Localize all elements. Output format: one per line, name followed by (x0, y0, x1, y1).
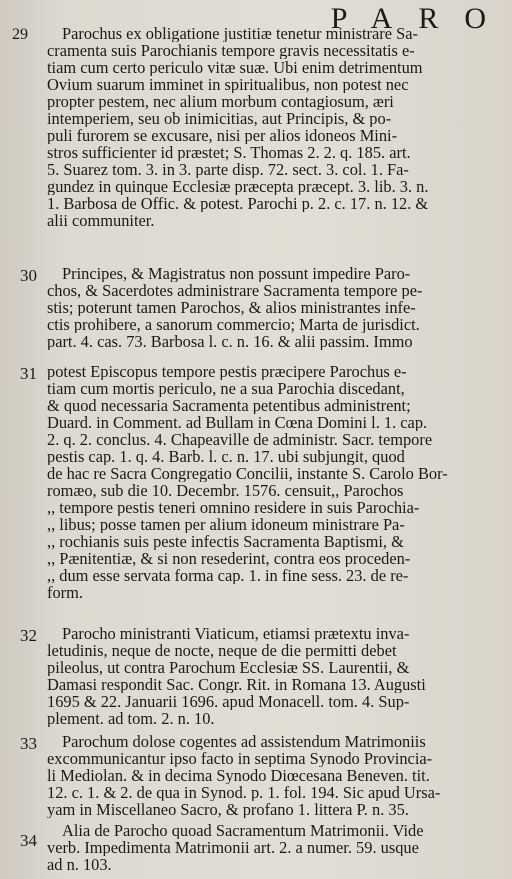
paragraph-number: 34 (20, 831, 37, 850)
text-line: de hac re Sacra Congregatio Concilii, instante S. Carolo Bor- (47, 466, 448, 482)
text-line: & quod necessaria Sacramenta petentibus administrent; (47, 398, 411, 414)
text-line: ,, dum esse servata forma cap. 1. in fine sess. 23. de re- (47, 568, 409, 584)
text-line: Damasi respondit Sac. Congr. Rit. in Romana 13. Augusti (47, 677, 426, 693)
text-line: cramenta suis Parochianis tempore gravis necessitatis e- (47, 43, 415, 59)
text-line: tiam cum certo periculo vitæ suæ. Ubi enim detrimentum (47, 60, 423, 76)
text-line: Parocho ministranti Viaticum, etiamsi prætextu inva- (62, 626, 410, 642)
text-line: Alia de Parocho quoad Sacramentum Matrimonii. Vide (62, 823, 424, 839)
text-line: plement. ad tom. 2. n. 10. (47, 711, 215, 727)
paragraph-number: 31 (20, 364, 37, 383)
text-line: alii communiter. (47, 213, 155, 229)
text-line: letudinis, neque de nocte, neque de die permitti debet (47, 643, 397, 659)
text-line: pileolus, ut contra Parochum Ecclesiæ SS. Laurentii, & (47, 660, 410, 676)
text-line: part. 4. cas. 73. Barbosa l. c. n. 16. & alii passim. Immo (47, 334, 413, 350)
text-line: 1. Barbosa de Offic. & potest. Parochi p. 2. c. 17. n. 12. & (47, 196, 429, 212)
text-line: ,, tempore pestis teneri omnino residere in suis Parochia- (47, 500, 420, 516)
text-line: ,, libus; posse tamen per alium idoneum ministrare Pa- (47, 517, 405, 533)
text-line: 2. q. 2. conclus. 4. Chapeaville de administr. Sacr. tempore (47, 432, 433, 448)
page-number: 29 (12, 26, 28, 43)
text-line: stis; poterunt tamen Parochos, & alios ministrantes infe- (47, 300, 416, 316)
text-line: yam in Miscellaneo Sacro, & profano 1. littera P. n. 35. (47, 802, 409, 818)
text-line: ,, Pænitentiæ, & si non resederint, contra eos proceden- (47, 551, 411, 567)
text-line: ctis prohibere, a sanorum commercio; Marta de jurisdict. (47, 317, 420, 333)
paragraph-number: 33 (20, 734, 37, 753)
paragraph-number: 32 (20, 626, 37, 645)
text-line: Parochum dolose cogentes ad assistendum Matrimoniis (62, 734, 426, 750)
text-line: excommunicantur ipso facto in septima Synodo Provincia- (47, 751, 433, 767)
text-line: 5. Suarez tom. 3. in 3. parte disp. 72. sect. 3. col. 1. Fa- (47, 162, 409, 178)
text-line: propter pestem, nec alium morbum contagiosum, æri (47, 94, 394, 110)
text-line: tiam cum mortis periculo, ne a sua Parochia discedant, (47, 381, 405, 397)
paragraph-number: 30 (20, 266, 37, 285)
text-line: verb. Impedimenta Matrimonii art. 2. a numer. 59. usque (47, 840, 419, 856)
text-line: Parochus ex obligatione justitiæ tenetur ministrare Sa- (62, 26, 418, 42)
text-line: 1695 & 22. Januarii 1696. apud Monacell. tom. 4. Sup- (47, 694, 410, 710)
text-line: Principes, & Magistratus non possunt impedire Paro- (62, 266, 411, 282)
text-line: form. (47, 585, 83, 601)
text-line: potest Episcopus tempore pestis præcipere Parochus e- (47, 364, 407, 380)
text-line: ,, rochianis suis peste infectis Sacramenta Baptismi, & (47, 534, 404, 550)
text-line: li Mediolan. & in decima Synodo Diœcesana Beneven. tit. (47, 768, 430, 784)
text-line: romæo, sub die 10. Decembr. 1576. censuit,, Parochos (47, 483, 404, 499)
text-line: pestis cap. 1. q. 4. Barb. l. c. n. 17. ubi subjungit, quod (47, 449, 405, 465)
text-line: 12. c. 1. & 2. de qua in Synod. p. 1. fol. 194. Sic apud Ursa- (47, 785, 441, 801)
text-line: Ovium suarum imminet in spiritualibus, non potest nec (47, 77, 409, 93)
running-head: PARO (330, 2, 512, 35)
text-line: intemperiem, seu ob inimicitias, aut Principis, & po- (47, 111, 392, 127)
text-line: ad n. 103. (47, 857, 112, 873)
text-line: puli furorem se excusare, nisi per alios idoneos Mini- (47, 128, 398, 144)
text-line: Duard. in Comment. ad Bullam in Cœna Domini l. 1. cap. (47, 415, 428, 431)
text-line: chos, & Sacerdotes administrare Sacramenta tempore pe- (47, 283, 423, 299)
text-line: stros sufficienter id præstet; S. Thomas 2. 2. q. 185. art. (47, 145, 411, 161)
text-line: gundez in quinque Ecclesiæ præcepta præcept. 3. lib. 3. n. (47, 179, 429, 195)
